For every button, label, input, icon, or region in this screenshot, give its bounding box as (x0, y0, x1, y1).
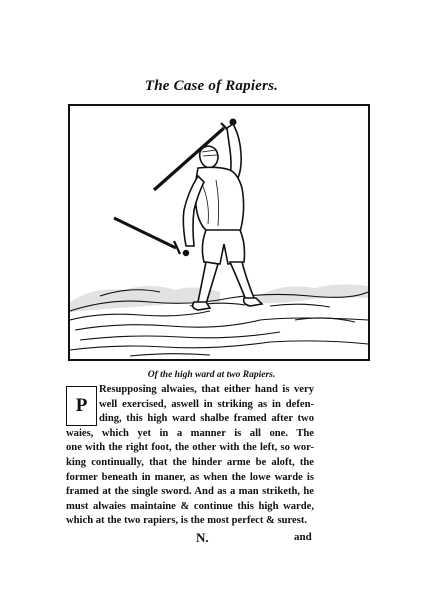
catchword: and (294, 531, 312, 543)
indented-lines (66, 383, 314, 427)
illustration-caption: Of the high ward at two Rapiers. (147, 370, 276, 380)
text-line-7: former beneath in maner, as when the lowe warde is (66, 471, 314, 483)
drop-cap-letter: P (75, 395, 88, 416)
signature-mark: N. (196, 530, 209, 545)
lower-rapier (114, 218, 189, 256)
text-line-4: waies, which yet in a manner is all one. The (66, 427, 314, 439)
text-line-1: Resupposing alwaies, that either hand is very (99, 384, 314, 395)
text-line-9: must alwaies maintaine & continue this high warde, (66, 500, 314, 512)
running-head: The Case of Rapiers. (144, 78, 279, 94)
text-line-6: king continually, that the hinder arme be aloft, the (66, 456, 314, 468)
body-paragraph (66, 383, 314, 529)
text-line-8: framed at the single sword. And as a man striketh, he (66, 486, 314, 498)
woodcut-illustration (68, 104, 370, 361)
text-line-2: well exercised, aswell in striking as in defen- (99, 398, 314, 410)
text-line-3: ding, this high ward shalbe framed after two (99, 413, 314, 425)
text-line-5: one with the right foot, the other with the left, so wor- (66, 442, 314, 454)
text-line-10: which at the two rapiers, is the most perfect & surest. (66, 515, 308, 527)
